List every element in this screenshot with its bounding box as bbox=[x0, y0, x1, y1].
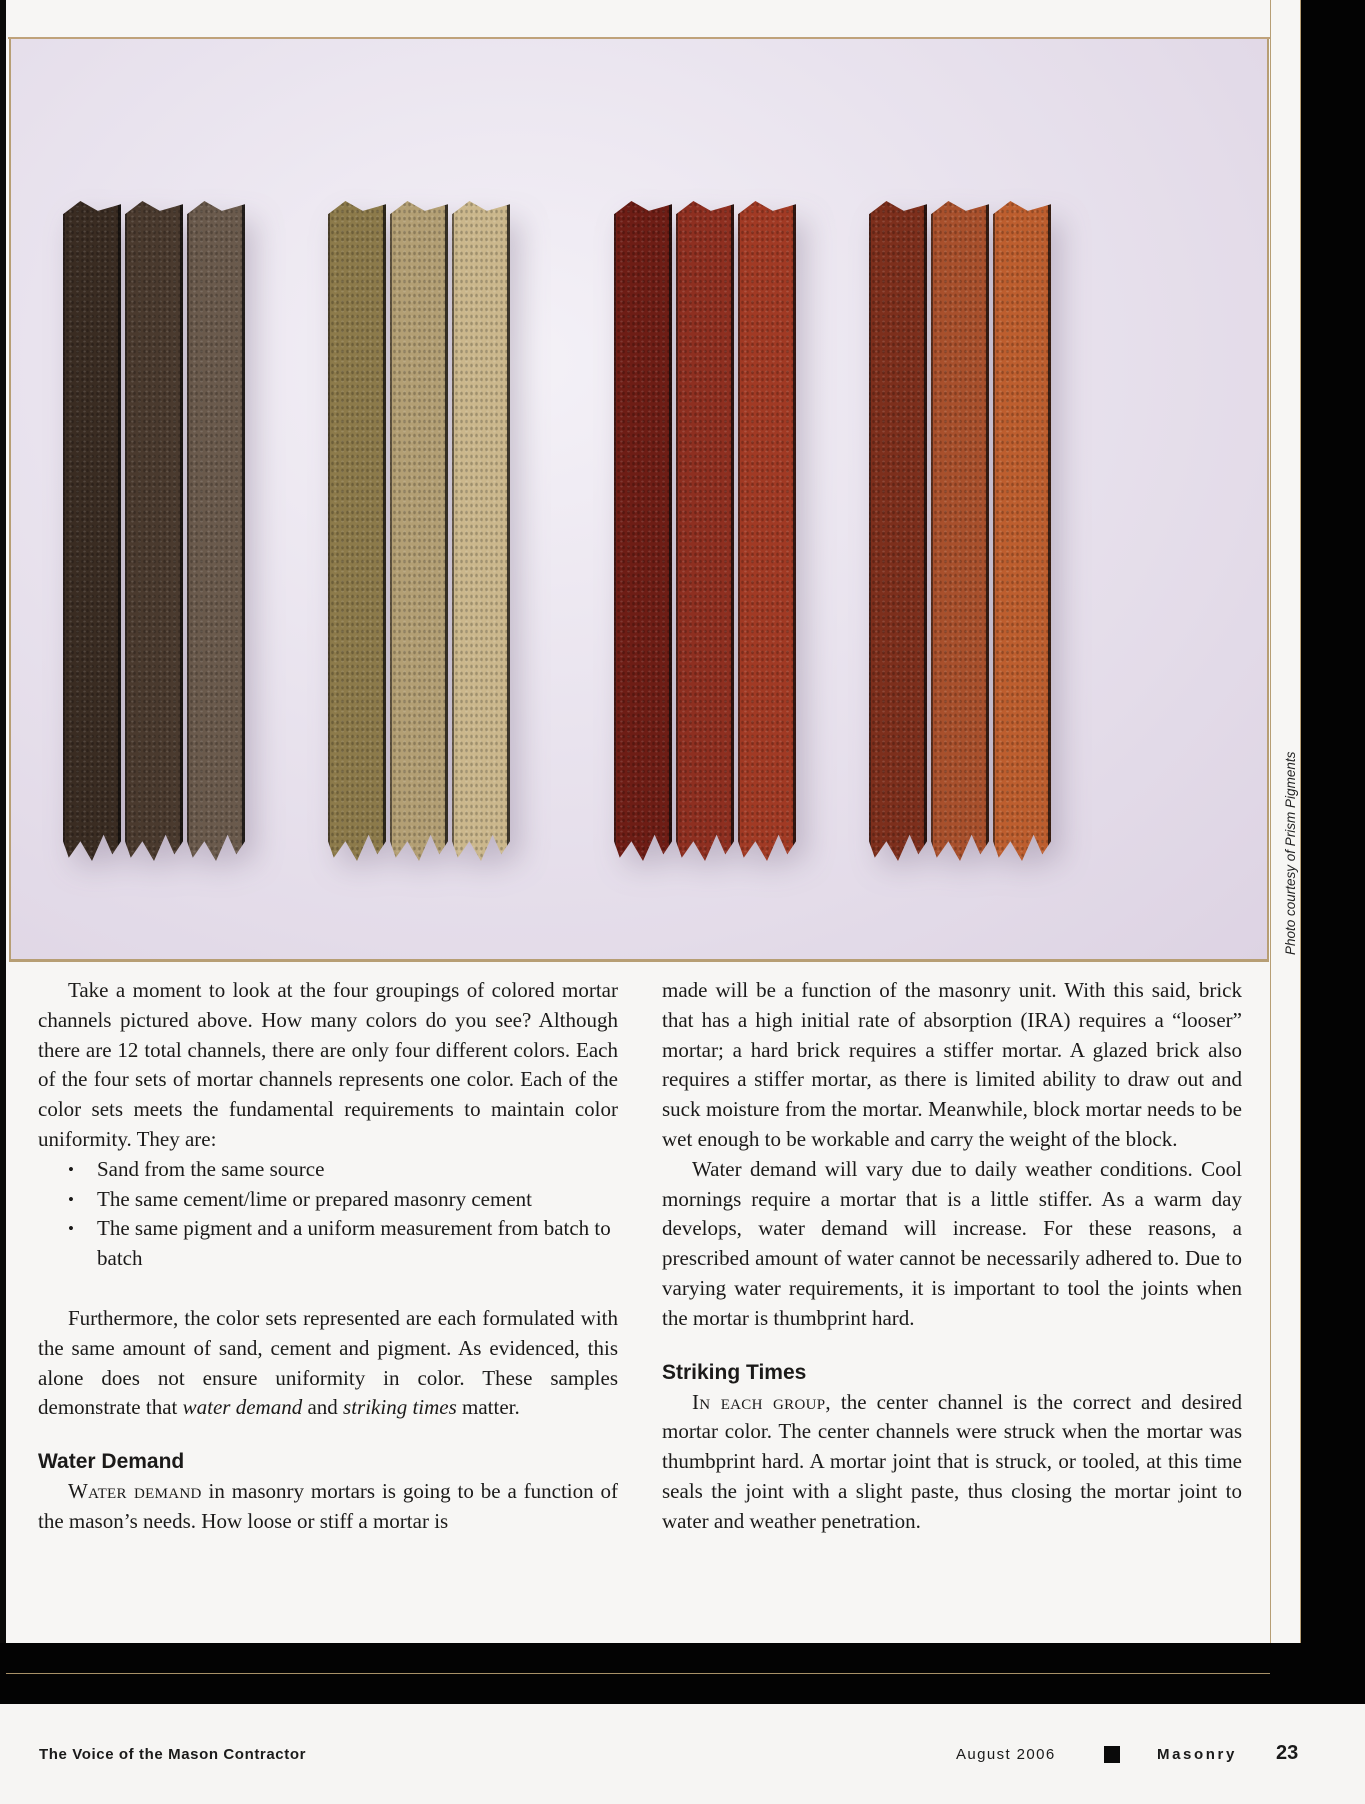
intro-paragraph: Take a moment to look at the four groupings of colored mortar channels pictured above. How many colors do you see? Although there are 12 total channels, there are only four different colors. Each of the four sets of mortar channels represents one color. Each of the color sets meets the fundamental requirements to maintain color uniformity. They are: bbox=[38, 978, 618, 1151]
footer-tagline: The Voice of the Mason Contractor bbox=[39, 1746, 307, 1763]
list-item: • The same pigment and a uniform measurement from batch to batch bbox=[68, 1214, 618, 1274]
mortar-channel bbox=[869, 201, 927, 861]
page-footer bbox=[0, 1704, 1365, 1804]
requirements-list bbox=[38, 1155, 618, 1274]
footer-issue-date: August 2006 bbox=[956, 1746, 1056, 1763]
page-number: 23 bbox=[1276, 1742, 1299, 1764]
left-page-edge bbox=[0, 0, 6, 1704]
band-rule bbox=[6, 1673, 1270, 1674]
mortar-channel bbox=[187, 201, 245, 861]
mortar-channel bbox=[452, 201, 510, 861]
mortar-channel bbox=[63, 201, 121, 861]
mortar-channel bbox=[125, 201, 183, 861]
channel-group-rust bbox=[869, 201, 1051, 861]
list-item: • The same cement/lime or prepared masonry cement bbox=[68, 1185, 618, 1215]
article-column-right bbox=[662, 976, 1242, 1537]
channel-group-dark-brown bbox=[63, 201, 245, 861]
article-column-left bbox=[38, 976, 618, 1537]
mortar-channel bbox=[614, 201, 672, 861]
mortar-channel bbox=[931, 201, 989, 861]
photo-credit: Photo courtesy of Prism Pigments bbox=[1283, 751, 1298, 955]
mortar-channel bbox=[390, 201, 448, 861]
uniformity-paragraph: Furthermore, the color sets represented are each formulated with the same amount of sand, cement and pigment. As evidenced, this alone does not ensure uniformity in color. These samples demonstrate that water demand and striking times matter. bbox=[38, 1305, 618, 1420]
channel-group-buff bbox=[328, 201, 510, 861]
right-margin-black bbox=[1301, 0, 1365, 1704]
weather-paragraph: Water demand will vary due to daily weather conditions. Cool mornings require a mortar that is a little stiffer. As a warm day develops, water demand will increase. For these reasons, a prescribed amount of water cannot be necessarily adhered to. Due to varying water requirements, it is important to tool the joints when the mortar is thumbprint hard. bbox=[662, 1156, 1242, 1330]
footer-magazine-name: Masonry bbox=[1157, 1746, 1237, 1763]
mortar-channel bbox=[738, 201, 796, 861]
mortar-channels-photo bbox=[9, 39, 1269, 962]
square-bullet-icon bbox=[1104, 1746, 1120, 1763]
mortar-channel bbox=[328, 201, 386, 861]
channel-group-red bbox=[614, 201, 796, 861]
mortar-channel bbox=[676, 201, 734, 861]
heading-water-demand: Water Demand bbox=[38, 1450, 185, 1474]
heading-striking-times: Striking Times bbox=[662, 1360, 807, 1384]
page-right-rule bbox=[1300, 0, 1301, 1643]
mortar-channel bbox=[993, 201, 1051, 861]
vertical-rule bbox=[1270, 0, 1271, 1704]
water-demand-paragraph: Water demand in masonry mortars is going to be a function of the mason’s needs. How loose or stiff a mortar is bbox=[38, 1479, 618, 1533]
list-item: • Sand from the same source bbox=[68, 1155, 618, 1185]
masonry-unit-paragraph: made will be a function of the masonry unit. With this said, brick that has a high initial rate of absorption (IRA) requires a “looser” mortar; a hard brick requires a stiffer mortar. A glazed brick also requires a stiffer mortar, as there is limited ability to draw out and suck moisture from the mortar. Meanwhile, block mortar needs to be wet enough to be workable and carry the weight of the block. bbox=[662, 978, 1242, 1151]
striking-times-paragraph: In each group, the center channel is the correct and desired mortar color. The center channels were struck when the mortar was thumbprint hard. A mortar joint that is struck, or tooled, at this time seals the joint with a slight paste, thus closing the mortar joint to water and weather penetration. bbox=[662, 1389, 1242, 1533]
